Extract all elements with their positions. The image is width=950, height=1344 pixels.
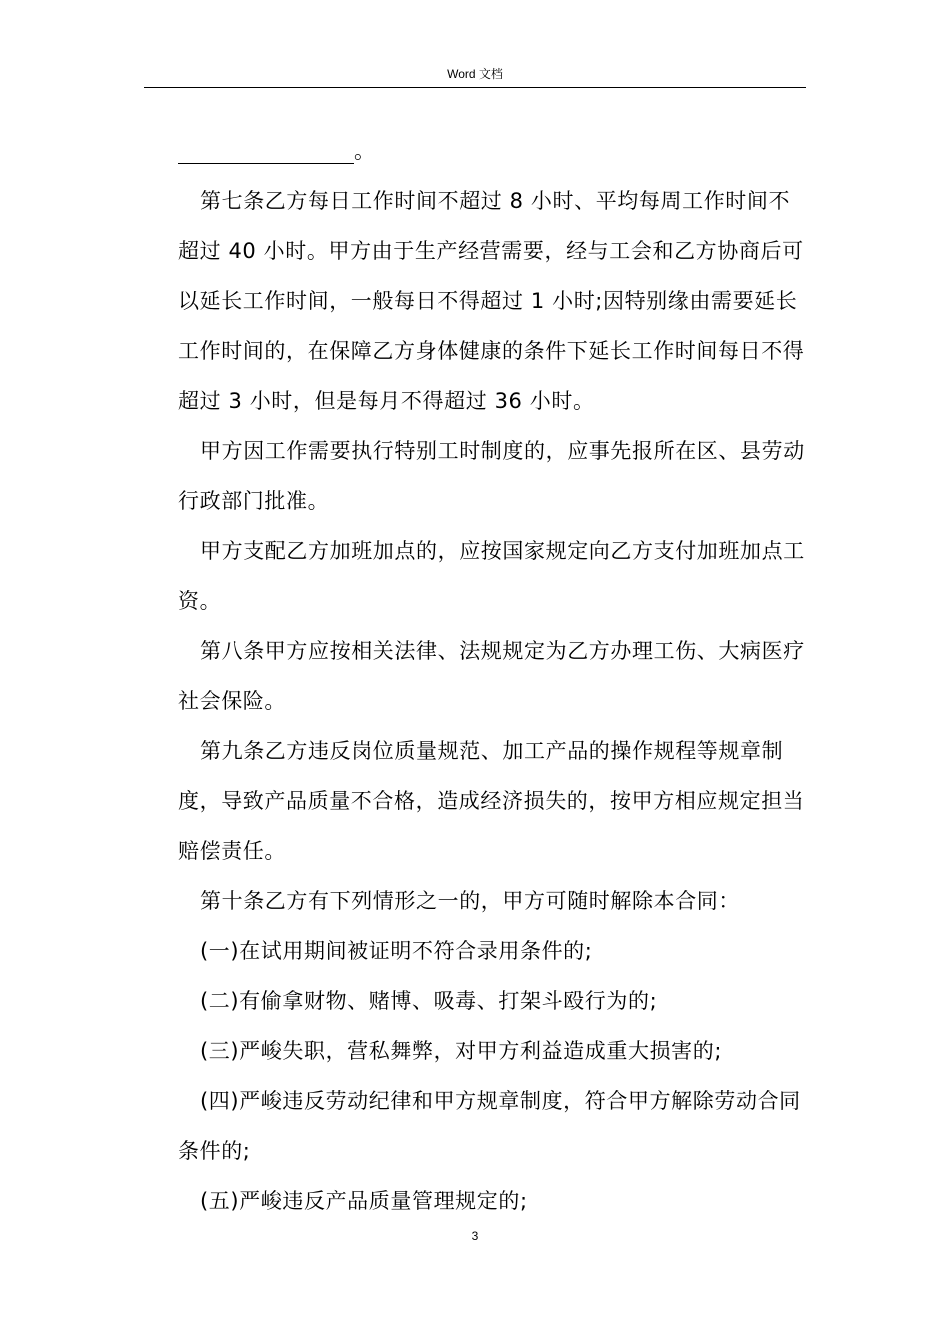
page-number: 3 [471, 1229, 479, 1243]
blank-suffix: 。 [354, 139, 376, 163]
document-body [178, 126, 808, 1226]
paragraph-article-7: 第七条乙方每日工作时间不超过 8 小时、平均每周工作时间不超过 40 小时。甲方由于生产经营需要，经与工会和乙方协商后可以延长工作时间，一般每日不得超过 1 小时;因特别缘由需要延长工作时间的，在保障乙方身体健康的条件下延长工作时间每日不得超过 3 小时，但是每月不得超过 36 小时。 [178, 189, 805, 413]
paragraph-overtime-pay: 甲方支配乙方加班加点的，应按国家规定向乙方支付加班加点工资。 [178, 539, 805, 613]
page-header: Word 文档 [447, 67, 503, 81]
paragraph-article-10: 第十条乙方有下列情形之一的，甲方可随时解除本合同： [200, 889, 740, 913]
list-item: (三)严峻失职，营私舞弊，对甲方利益造成重大损害的; [200, 1039, 723, 1063]
list-item: (一)在试用期间被证明不符合录用条件的; [200, 939, 593, 963]
list-item: (四)严峻违反劳动纪律和甲方规章制度，符合甲方解除劳动合同条件的; [178, 1089, 801, 1163]
header-rule [144, 87, 806, 88]
list-item: (五)严峻违反产品质量管理规定的; [200, 1189, 528, 1213]
blank-fill-line [178, 126, 808, 176]
paragraph-article-9: 第九条乙方违反岗位质量规范、加工产品的操作规程等规章制度，导致产品质量不合格，造成经济损失的，按甲方相应规定担当赔偿责任。 [178, 739, 805, 863]
paragraph-article-8: 第八条甲方应按相关法律、法规规定为乙方办理工伤、大病医疗社会保险。 [178, 639, 805, 713]
paragraph-special-hours: 甲方因工作需要执行特别工时制度的，应事先报所在区、县劳动行政部门批准。 [178, 439, 805, 513]
list-item: (二)有偷拿财物、赌博、吸毒、打架斗殴行为的; [200, 989, 658, 1013]
blank-underline [178, 135, 354, 164]
